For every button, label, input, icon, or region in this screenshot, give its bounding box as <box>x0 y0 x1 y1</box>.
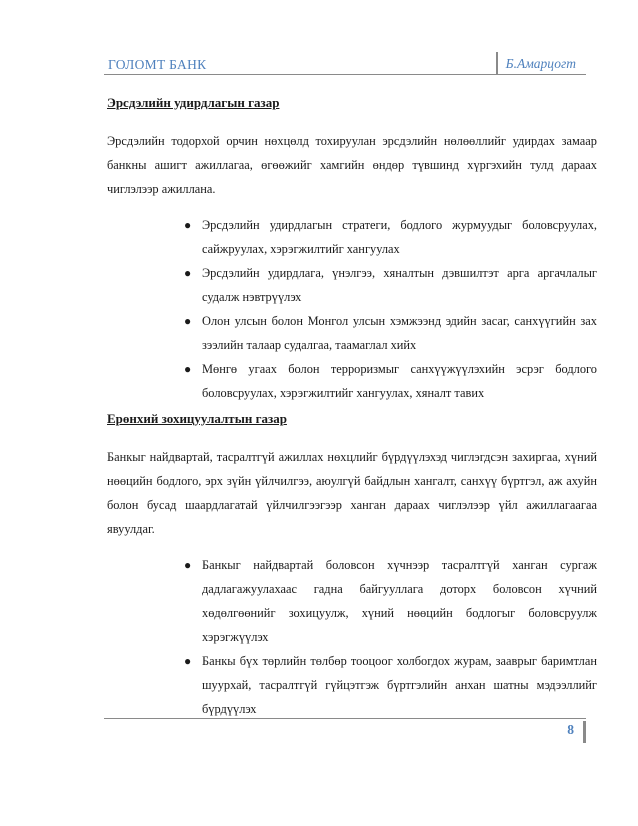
list-item: ● Эрсдэлийн удирдлага, үнэлгээ, хяналтын дэвшилтэт арга аргачлалыг судалж нэвтрүүлэх <box>107 261 597 309</box>
page-number: 8 <box>567 722 574 737</box>
section-heading-general: Ерөнхий зохицуулалтын газар <box>107 411 287 426</box>
list-item: ● Олон улсын болон Монгол улсын хэмжээнд эдийн засаг, санхүүгийн зах зээлийн талаар судалгаа, таамаглал хийх <box>107 309 597 357</box>
page-header <box>104 47 586 75</box>
header-rule <box>104 74 586 75</box>
footer-rule <box>104 718 586 719</box>
header-divider <box>496 52 498 74</box>
page-number-bar <box>583 721 586 743</box>
header-author: Б.Амарцогт <box>505 56 576 71</box>
list-item: ● Банкыг найдвартай боловсон хүчнээр тасралтгүй ханган сургаж дадлагажуулахаас гадна байгууллага доторх боловсон хүчний хөдөлгөөнийг зохицуулж, хүний нөөцийн бодлогыг боловсруулж хэрэгжүүлэх <box>107 553 597 649</box>
bullet-dot-icon: ● <box>184 654 192 668</box>
bullet-dot-icon: ● <box>184 558 192 572</box>
bullet-list-risk <box>107 213 597 405</box>
section-heading-risk: Эрсдэлийн удирдлагын газар <box>107 95 280 110</box>
bullet-dot-icon: ● <box>184 362 192 376</box>
bullet-list-general <box>107 553 597 721</box>
list-item: ● Мөнгө угаах болон терроризмыг санхүүжүүлэхийн эсрэг бодлого боловсруулах, хэрэгжилтийг хангуулах, хяналт тавих <box>107 357 597 405</box>
header-bank-name: ГОЛОМТ БАНК <box>108 57 207 72</box>
document-body <box>107 90 597 721</box>
list-item: ● Банкы бүх төрлийн төлбөр тооцоог холбогдох журам, зааврыг баримтлан шуурхай, тасралтгүй гүйцэтгэж бүртгэлийн анхан шатны мэдээллийг бүрдүүлэх <box>107 649 597 721</box>
bullet-dot-icon: ● <box>184 266 192 280</box>
bullet-dot-icon: ● <box>184 218 192 232</box>
section-paragraph-general: Банкыг найдвартай, тасралтгүй ажиллах нөхцлийг бүрдүүлэхэд чиглэгдсэн захиргаа, хүний нөөцийн бодлого, эрх зүйн үйлчилгээ, аюулгүй байдлын хангалт, санхүү бүртгэл, аж ахуйн болон бусад шаардлагатай үйлчилгээгээр ханган дараах чиглэлээр үйл ажиллагаагаа явуулдаг. <box>107 450 597 536</box>
list-item: ● Эрсдэлийн удирдлагын стратеги, бодлого журмуудыг боловсруулах, сайжруулах, хэрэгжилтийг хангуулах <box>107 213 597 261</box>
bullet-dot-icon: ● <box>184 314 192 328</box>
section-paragraph-risk: Эрсдэлийн тодорхой орчин нөхцөлд тохируулан эрсдэлийн нөлөөллийг удирдах замаар банкны ашигт ажиллагаа, өгөөжийг хамгийн өндөр түвшинд хүргэхийн тулд дараах чиглэлээр ажиллана. <box>107 134 597 196</box>
